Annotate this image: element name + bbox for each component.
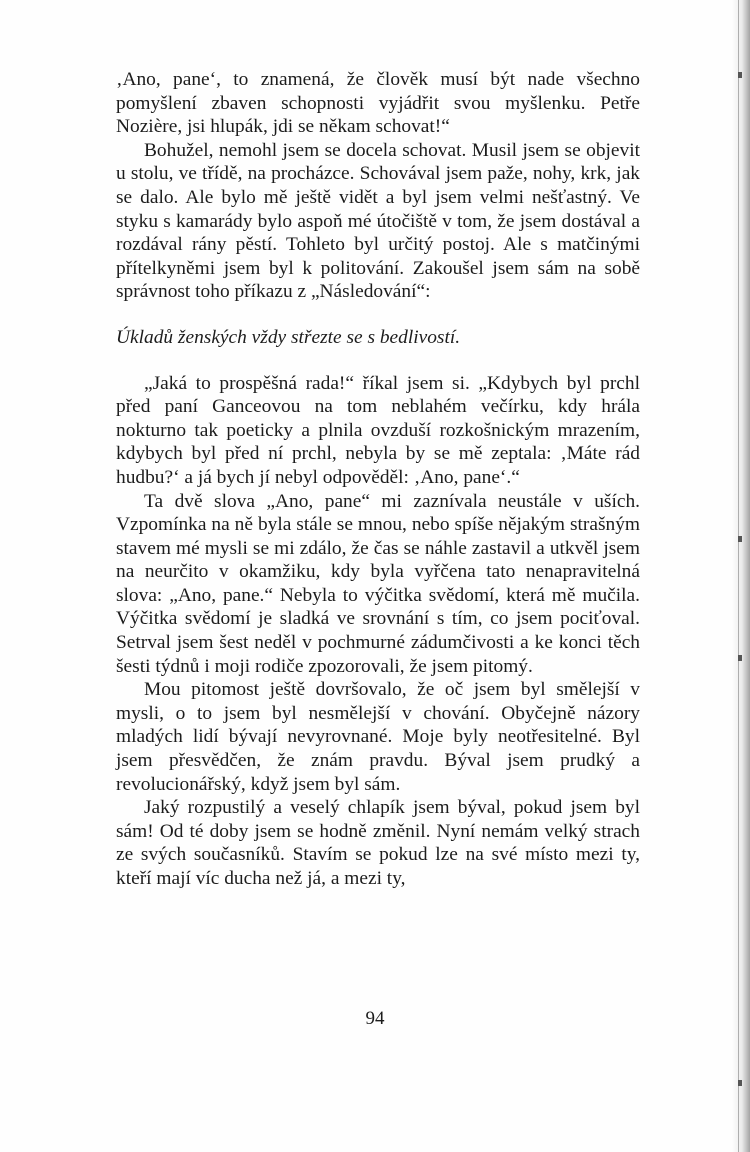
scan-edge-mark xyxy=(738,655,742,661)
paragraph: Bohužel, nemohl jsem se docela schovat. Musil jsem se objevit u stolu, ve třídě, na procházce. Schovával jsem paže, nohy, krk, jak se dalo. Ale bylo mě ještě vidět a byl jsem velmi nešťastný. Ve styku s kamarády bylo aspoň mé útočiště v tom, že jsem dostával a rozdával rány pěstí. Tohleto byl určitý postoj. Ale s matčinými přítelkyněmi jsem byl k politování. Zakoušel jsem sám na sobě správnost toho příkazu z „Následování“: xyxy=(116,139,640,303)
scan-edge-mark xyxy=(738,1080,742,1086)
paragraph: Mou pitomost ještě dovršovalo, že oč jsem byl smělejší v mysli, o to jsem byl nesmělejší v chování. Obyčejně názory mladých lidí bývají nevyrovnané. Moje byly neotřesitelné. Byl jsem přesvědčen, že znám pravdu. Býval jsem prudký a revolucionářský, když jsem byl sám. xyxy=(116,679,640,795)
scan-edge-mark xyxy=(738,536,742,542)
paragraph: Jaký rozpustilý a veselý chlapík jsem býval, pokud jsem byl sám! Od té doby jsem se hodně změnil. Nyní nemám velký strach ze svých současníků. Stavím se pokud lze na své místo mezi ty, kteří mají víc ducha než já, a mezi ty, xyxy=(116,797,640,889)
paragraph: Ta dvě slova „Ano, pane“ mi zaznívala neustále v uších. Vzpomínka na ně byla stále se mnou, nebo spíše nějakým strašným stavem mé mysli se mi zdálo, že čas se náhle zastavil a utkvěl jsem na neurčito v okamžiku, kdy byla vyřčena tato nenapravitelná slova: „Ano, pane.“ Nebyla to výčitka svědomí, která mě mučila. Výčitka svědomí je sladká ve srovnání s tím, co jsem pociťoval. Setrval jsem šest neděl v pochmurné zádumčivosti a ke konci těch šesti týdnů i moji rodiče zpozorovali, že jsem pitomý. xyxy=(116,490,640,677)
scan-edge-shadow xyxy=(732,0,750,1152)
paragraph: „Jaká to prospěšná rada!“ říkal jsem si. „Kdybych byl prchl před paní Ganceovou na tom neblahém večírku, kdy hrála nokturno tak poeticky a plnila ovzduší rozkošnickým mrazením, kdybych byl před ní prchl, nebyla by se mě zeptala: ‚Máte rád hudbu?‘ a já bych jí nebyl odpověděl: ‚Ano, pane‘.“ xyxy=(116,372,640,488)
page-number: 94 xyxy=(365,1008,385,1029)
paragraph: ‚Ano, pane‘, to znamená, že člověk musí být nade všechno pomyšlení zbaven schopnosti vyjádřit svou myšlenku. Petře Nozière, jsi hlupák, jdi se někam schovat!“ xyxy=(116,69,640,138)
motto-quote: Úkladů ženských vždy střezte se s bedlivostí. xyxy=(116,326,461,348)
scan-edge-mark xyxy=(738,72,742,78)
page-body-text xyxy=(116,68,640,891)
